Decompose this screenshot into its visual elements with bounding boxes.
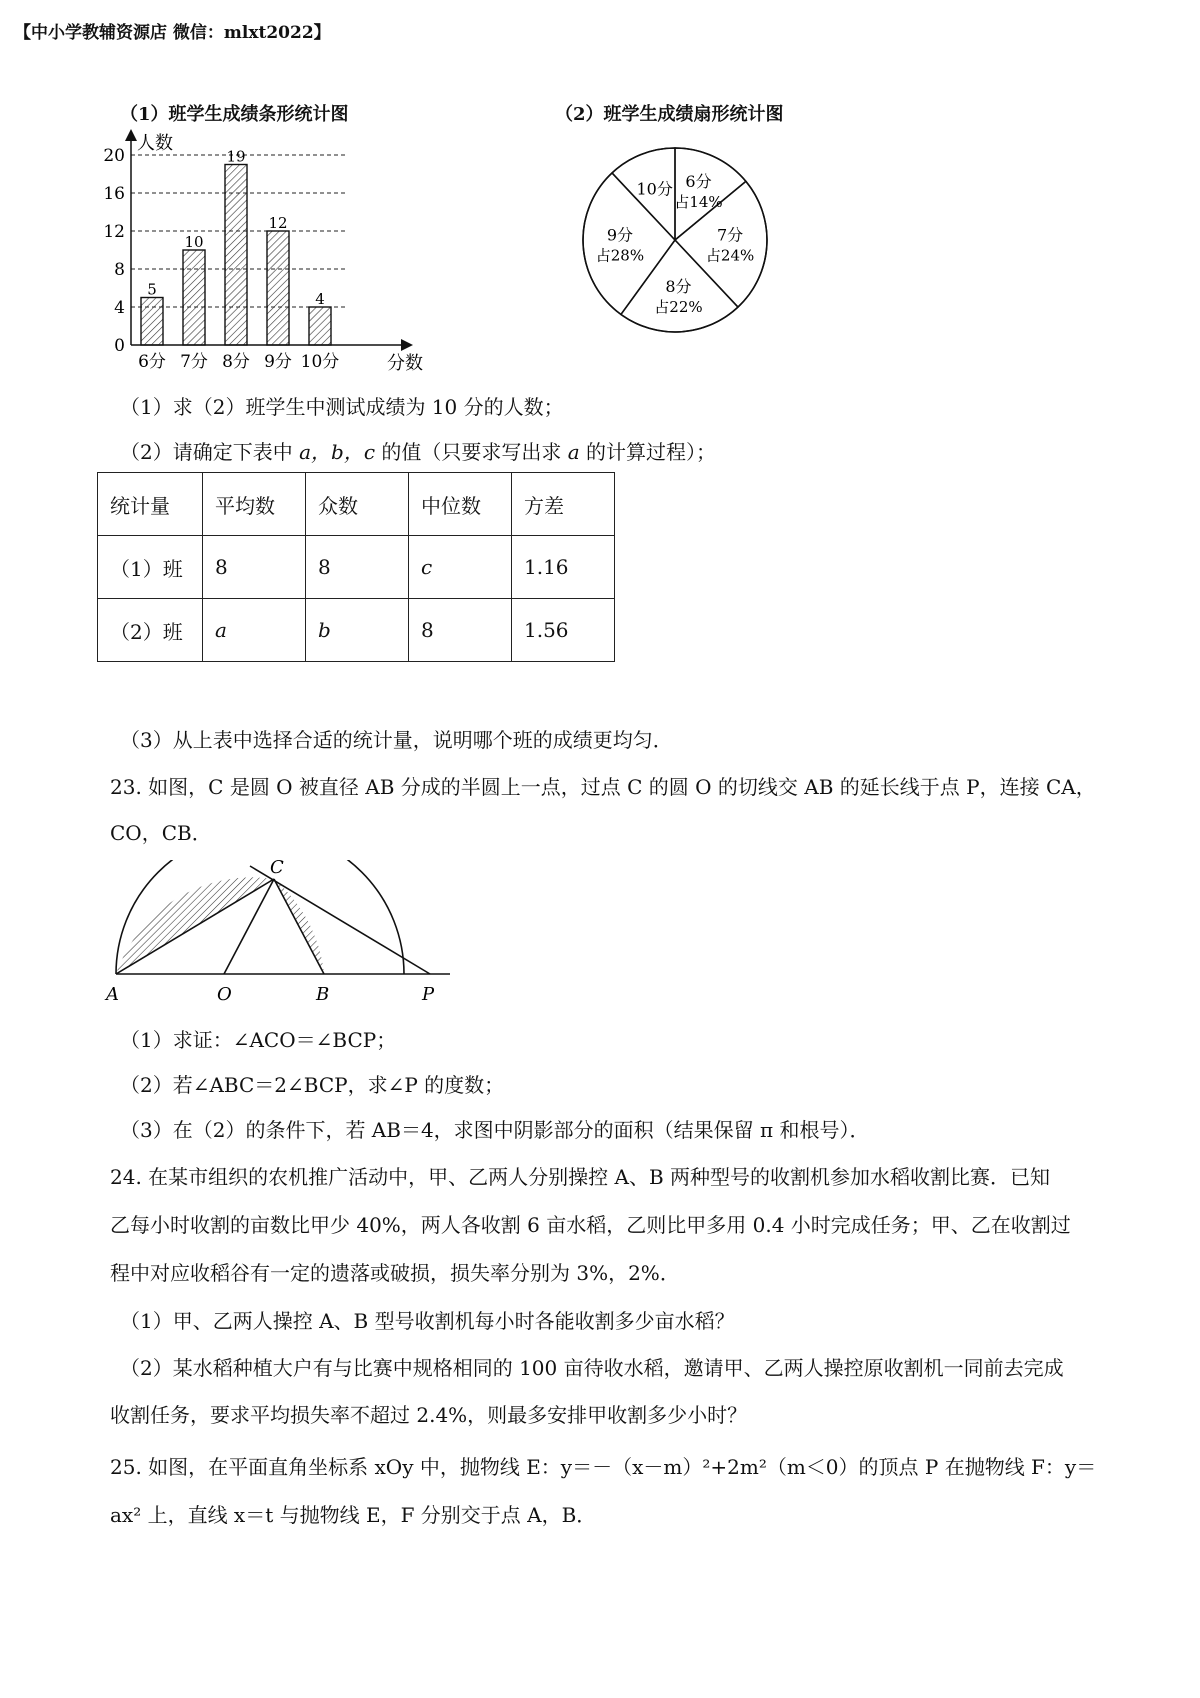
pie-slice-label: 9分 — [606, 225, 634, 245]
table-header-cell: 中位数 — [409, 473, 512, 536]
point-label-c: C — [270, 860, 284, 878]
point-label-o: O — [217, 984, 232, 1005]
x-tick-label: 8分 — [222, 352, 250, 372]
q25-line2: ax² 上，直线 x＝t 与抛物线 E，F 分别交于点 A，B． — [110, 1503, 597, 1527]
q25-line1: 25. 如图，在平面直角坐标系 xOy 中，抛物线 E：y＝－（x－m）²+2m²（m＜0）的顶点 P 在抛物线 F：y＝ — [110, 1455, 1097, 1479]
table-header-cell: 众数 — [306, 473, 409, 536]
pie-slice-percent: 占24% — [705, 246, 755, 265]
bar-value-label: 10 — [184, 233, 204, 251]
table-cell: 8 — [306, 536, 409, 599]
bar-chart — [95, 125, 435, 375]
bar — [225, 165, 247, 346]
y-tick-label: 4 — [114, 298, 125, 318]
bar-value-label: 5 — [147, 280, 157, 299]
table-cell: 8 — [409, 599, 512, 662]
bar-value-label: 19 — [226, 147, 246, 166]
y-tick-label: 12 — [103, 222, 125, 242]
table-header-row — [98, 473, 615, 536]
bar — [183, 250, 205, 345]
q24-line1: 24. 在某市组织的农机推广活动中，甲、乙两人分别操控 A、B 两种型号的收割机参加水稻收割比赛．已知 — [110, 1165, 1051, 1189]
table-cell: 8 — [203, 536, 306, 599]
pie-slice-label: 7分 — [716, 225, 744, 245]
y-tick-label: 8 — [114, 260, 125, 280]
table-cell: 1.56 — [512, 599, 615, 662]
q23-part1: （1）求证：∠ACO＝∠BCP； — [120, 1028, 397, 1052]
table-cell: （2）班 — [98, 599, 203, 662]
q23-part3: （3）在（2）的条件下，若 AB＝4，求图中阴影部分的面积（结果保留 π 和根号）． — [120, 1118, 870, 1142]
q22-part2: （2）请确定下表中 a，b，c 的值（只要求写出求 a 的计算过程）； — [120, 440, 717, 464]
x-tick-label: 6分 — [138, 352, 166, 372]
pie-chart — [575, 140, 775, 340]
y-axis-label: 人数 — [137, 133, 173, 154]
pie-slice-percent: 占28% — [595, 246, 645, 265]
q24-line3: 程中对应收稻谷有一定的遗落或破损，损失率分别为 3%，2%． — [110, 1261, 680, 1285]
q23-part2: （2）若∠ABC＝2∠BCP，求∠P 的度数； — [120, 1073, 505, 1097]
x-tick-label: 10分 — [300, 352, 340, 372]
bar-chart-title: （1）班学生成绩条形统计图 — [120, 104, 349, 125]
q23-line2: CO，CB． — [110, 821, 212, 845]
bar-value-label: 12 — [268, 214, 288, 232]
table-header-cell: 方差 — [512, 473, 615, 536]
geometry-figure — [100, 860, 450, 1010]
pie-slice-percent: 占14% — [674, 193, 723, 212]
bar — [141, 298, 163, 346]
table-cell: a — [203, 599, 306, 662]
table-row — [98, 599, 615, 662]
q24-line2: 乙每小时收割的亩数比甲少 40%，两人各收割 6 亩水稻，乙则比甲多用 0.4 小时完成任务；甲、乙在收割过 — [110, 1213, 1071, 1237]
x-axis-label: 分数 — [387, 353, 423, 374]
tangent-line — [250, 866, 430, 974]
pie-chart-title: （2）班学生成绩扇形统计图 — [555, 104, 784, 125]
bar — [267, 231, 289, 345]
table-cell: c — [409, 536, 512, 599]
table-cell: 1.16 — [512, 536, 615, 599]
y-tick-label: 0 — [114, 336, 125, 356]
pie-slice-label: 10分 — [636, 179, 673, 199]
x-tick-label: 7分 — [180, 352, 208, 372]
point-label-p: P — [422, 984, 435, 1005]
q24-part2-line2: 收割任务，要求平均损失率不超过 2.4%，则最多安排甲收割多少小时？ — [110, 1403, 748, 1427]
table-header-cell: 平均数 — [203, 473, 306, 536]
line-cb — [274, 879, 324, 974]
x-tick-label: 9分 — [264, 352, 292, 372]
stats-table — [97, 472, 615, 662]
q22-part1: （1）求（2）班学生中测试成绩为 10 分的人数； — [120, 395, 564, 419]
pie-slice-percent: 占22% — [654, 298, 703, 317]
q23-line1: 23. 如图，C 是圆 O 被直径 AB 分成的半圆上一点，过点 C 的圆 O 的切线交 AB 的延长线于点 P，连接 CA， — [110, 775, 1096, 799]
point-label-a: A — [106, 984, 119, 1005]
q24-part2-line1: （2）某水稻种植大户有与比赛中规格相同的 100 亩待收水稻，邀请甲、乙两人操控原收割机一同前去完成 — [120, 1356, 1064, 1380]
table-row — [98, 536, 615, 599]
q24-part1: （1）甲、乙两人操控 A、B 型号收割机每小时各能收割多少亩水稻？ — [120, 1309, 735, 1333]
y-tick-label: 20 — [103, 146, 125, 166]
page-header: 【中小学教辅资源店 微信：mlxt2022】 — [14, 23, 331, 43]
point-label-b: B — [316, 984, 330, 1005]
pie-slice-label: 8分 — [665, 277, 692, 297]
q22-part3: （3）从上表中选择合适的统计量，说明哪个班的成绩更均匀． — [120, 728, 673, 752]
bar — [309, 307, 331, 345]
bar-value-label: 4 — [315, 290, 325, 308]
pie-slice-label: 6分 — [685, 172, 712, 192]
table-header-cell: 统计量 — [98, 473, 203, 536]
table-cell: b — [306, 599, 409, 662]
y-tick-label: 16 — [103, 184, 125, 204]
table-cell: （1）班 — [98, 536, 203, 599]
